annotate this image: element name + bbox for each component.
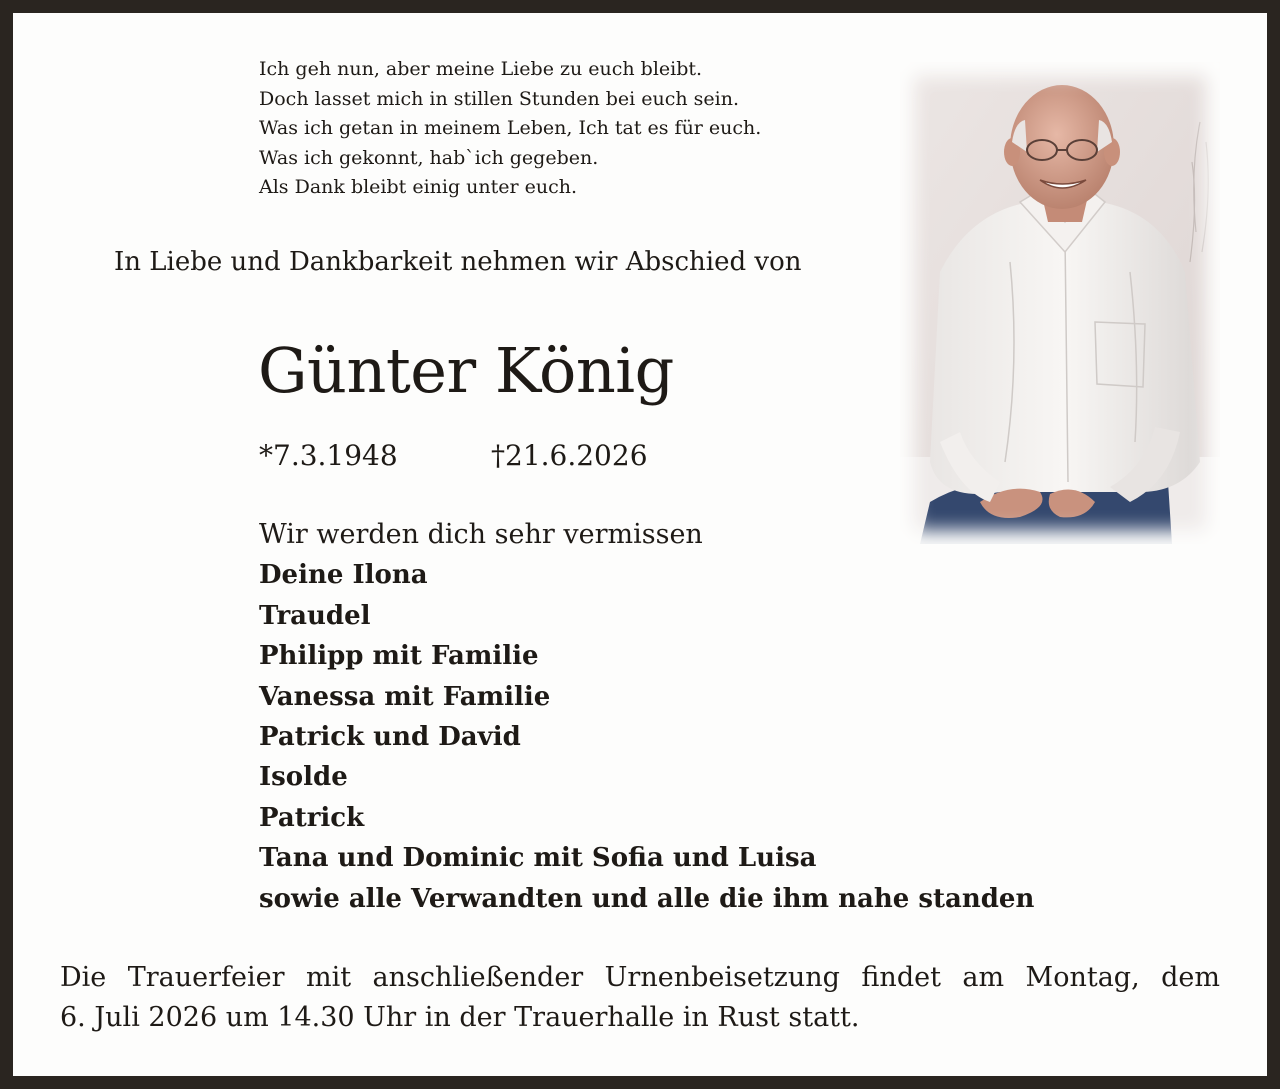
birth-date: *7.3.1948 <box>259 439 398 472</box>
funeral-line: Die Trauerfeier mit anschließender Urnenbeisetzung findet am Montag, dem <box>60 962 1220 993</box>
mourner-entry: Traudel <box>259 600 371 631</box>
mourner-entry: Isolde <box>259 762 348 793</box>
poem-line: Ich geh nun, aber meine Liebe zu euch bleibt. <box>259 58 703 80</box>
death-date: †21.6.2026 <box>491 439 648 472</box>
portrait-photo <box>900 62 1220 544</box>
portrait-illustration <box>900 62 1220 544</box>
funeral-notice <box>60 958 1220 1038</box>
mourner-entry: sowie alle Verwandten und alle die ihm nahe standen <box>259 883 1035 914</box>
poem-line: Doch lasset mich in stillen Stunden bei euch sein. <box>259 87 739 110</box>
funeral-line: 6. Juli 2026 um 14.30 Uhr in der Trauerhalle in Rust statt. <box>60 1002 860 1033</box>
life-dates <box>259 436 648 476</box>
deceased-name: Günter König <box>258 334 674 407</box>
poem-line: Was ich getan in meinem Leben, Ich tat es für euch. <box>259 117 762 139</box>
mourner-entry: Philipp mit Familie <box>259 641 539 672</box>
poem <box>259 55 761 203</box>
poem-line: Was ich gekonnt, hab`ich gegeben. <box>259 146 599 169</box>
mourner-entry: Vanessa mit Familie <box>259 681 551 712</box>
mourner-entry: Patrick <box>259 802 365 833</box>
mourner-entry: Deine Ilona <box>259 560 428 591</box>
poem-line: Als Dank bleibt einig unter euch. <box>259 176 578 198</box>
mourner-entry: Tana und Dominic mit Sofia und Luisa <box>259 843 817 874</box>
farewell-intro: In Liebe und Dankbarkeit nehmen wir Abschied von <box>114 247 802 277</box>
mourners-list <box>259 515 1034 919</box>
mourner-entry: Patrick und David <box>259 722 521 753</box>
mourners-lead: Wir werden dich sehr vermissen <box>259 519 703 550</box>
